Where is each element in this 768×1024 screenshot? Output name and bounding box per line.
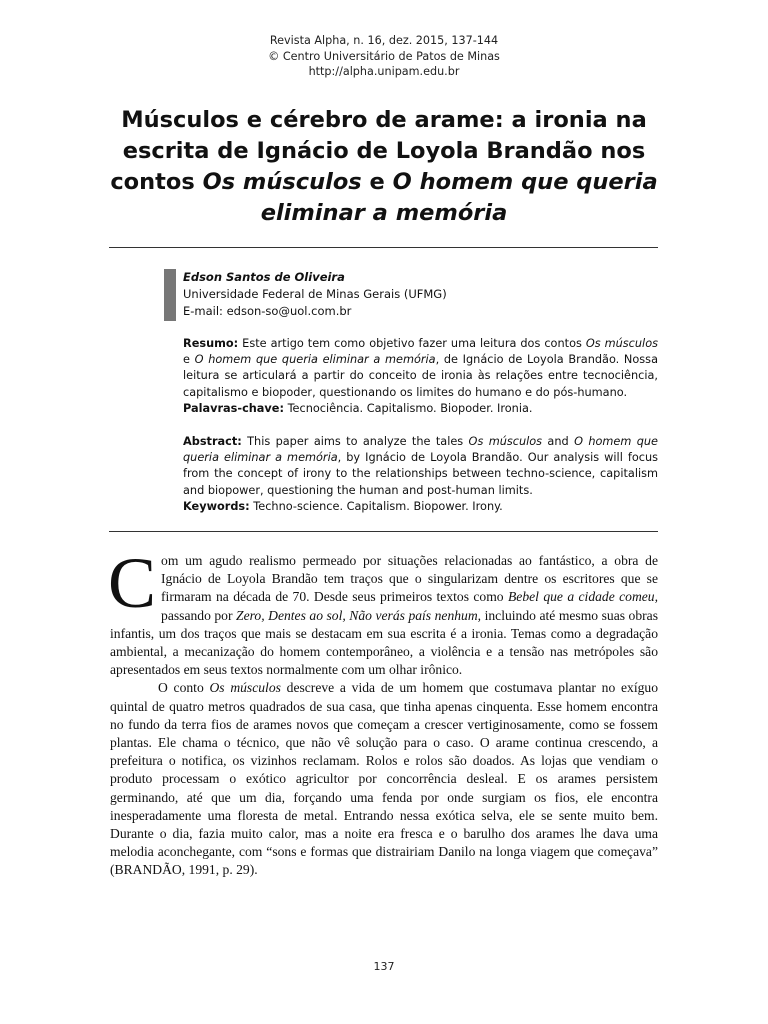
title-line-3 bbox=[100, 167, 668, 198]
abstract-text: and bbox=[542, 435, 575, 448]
abstract-text: , by Ignácio de Loyola Brandão. Our analysis will focus from the concept of irony to the relationships between techno-science, capitalism and biopower, questioning the human and post-human limits. bbox=[183, 451, 658, 497]
keywords-text: Techno-science. Capitalism. Biopower. Irony. bbox=[249, 499, 503, 513]
resumo-italic: O homem que queria eliminar a memória bbox=[194, 353, 436, 367]
keywords-label: Keywords: bbox=[183, 499, 250, 513]
keywords bbox=[183, 499, 658, 515]
author-name: Edson Santos de Oliveira bbox=[183, 270, 345, 284]
article-title bbox=[100, 105, 668, 229]
resumo-block bbox=[183, 336, 658, 417]
title-text: e bbox=[361, 169, 393, 195]
title-text: contos bbox=[110, 169, 203, 195]
author-email: E-mail: edson-so@uol.com.br bbox=[183, 304, 352, 318]
title-italic-work-2-end: eliminar a memória bbox=[260, 200, 508, 226]
abstract-label: Abstract: bbox=[183, 435, 242, 448]
title-line-4 bbox=[100, 198, 668, 229]
body-paragraph-1 bbox=[108, 543, 658, 679]
divider-mid bbox=[109, 531, 658, 532]
resumo-label: Resumo: bbox=[183, 337, 239, 350]
body-text: passando por bbox=[161, 607, 237, 623]
journal-url: http://alpha.unipam.edu.br bbox=[308, 65, 460, 78]
page-number: 137 bbox=[373, 960, 395, 973]
body-italic: Os músculos bbox=[209, 680, 281, 696]
resumo-text: , de Ignácio de Loyola Brandão. Nossa leitura se articulará a partir do conceito de ironia às relações entre tecnociência, capitalismo e biopoder, questionando os limites do humano e do pós-humano. bbox=[183, 353, 658, 399]
title-italic-work-2: O homem que queria bbox=[392, 169, 658, 195]
body-text: incluindo até mesmo suas obras infantis, um dos traços que mais se destacam em sua escrita é a ironia. Temas como a degradação ambiental, a mecanização do homem contemporâneo, a violência e a tensão nas metrópoles são apresentados em seus textos normalmente com um olhar irônico. bbox=[110, 607, 658, 678]
divider-top bbox=[109, 247, 658, 248]
palavras-chave bbox=[183, 401, 658, 417]
body-text: descreve a vida de um homem que costumava plantar no exíguo quintal de quatro metros quadrados de sua casa, que tinha apenas cinquenta. Esse homem encontra no fundo da terra fios de arames novos que começam a crescer vertiginosamente, como se fossem plantas. Ele chama o técnico, que não vê solução para o caso. O arame continua crescendo, a prefeitura o notifica, os vizinhos reclamam. Rolos e rolos são doados. As lojas que vendiam o produto processam o exótico agricultor por concorrência desleal. E os arames persistem germinando, até que um dia, forçando uma fenda por onde surgiam os fios, ele encontra inesperadamente uma floresta de metal. Entrando nessa exótica selva, ele se sente muito bem. Durante o dia, fazia muito calor, mas a noite era fresca e o barulho dos arames lhe dava uma melodia aconchegante, com “sons e formas que distrairiam Danilo na longa viagem que começava” (BRANDÃO, 1991, p. 29). bbox=[110, 680, 658, 878]
palavras-chave-text: Tecnociência. Capitalismo. Biopoder. Ironia. bbox=[283, 401, 533, 415]
resumo-text: Este artigo tem como objetivo fazer uma leitura dos contos bbox=[238, 337, 586, 350]
journal-header bbox=[0, 33, 768, 80]
body-italic: Bebel que a cidade comeu, bbox=[507, 589, 658, 605]
body-paragraph-2 bbox=[110, 679, 658, 879]
abstract-block bbox=[183, 434, 658, 515]
author-info bbox=[183, 269, 603, 320]
author-affiliation: Universidade Federal de Minas Gerais (UFMG) bbox=[183, 287, 447, 301]
article-body bbox=[108, 543, 658, 880]
abstract-italic: O homem que queria eliminar a memória bbox=[183, 435, 659, 465]
title-line-2: escrita de Ignácio de Loyola Brandão nos bbox=[122, 138, 646, 164]
copyright-line: © Centro Universitário de Patos de Minas bbox=[268, 49, 500, 63]
abstract-paragraph bbox=[183, 434, 658, 499]
abstract-italic: Os músculos bbox=[468, 435, 543, 448]
body-text: om um agudo realismo permeado por situações relacionadas ao fantástico, a obra de Ignácio de Loyola Brandão tem traços que o singularizam dentre os escritores que se firmaram na década de 70. Desde seus primeiros textos como bbox=[161, 553, 658, 605]
author-marker-bar bbox=[164, 269, 176, 321]
title-line-1: Músculos e cérebro de arame: a ironia na bbox=[121, 107, 647, 133]
palavras-chave-label: Palavras-chave: bbox=[183, 401, 284, 415]
body-italic: Zero, Dentes ao sol, Não verás país nenhum, bbox=[236, 607, 482, 623]
journal-citation: Revista Alpha, n. 16, dez. 2015, 137-144 bbox=[269, 34, 499, 47]
abstract-text: This paper aims to analyze the tales bbox=[241, 435, 469, 448]
title-italic-work-1: Os músculos bbox=[202, 169, 362, 195]
resumo-italic: Os músculos bbox=[585, 337, 658, 350]
drop-cap: C bbox=[108, 543, 157, 623]
body-text: O conto bbox=[158, 680, 210, 696]
resumo-paragraph bbox=[183, 336, 658, 401]
resumo-text: e bbox=[183, 353, 195, 367]
